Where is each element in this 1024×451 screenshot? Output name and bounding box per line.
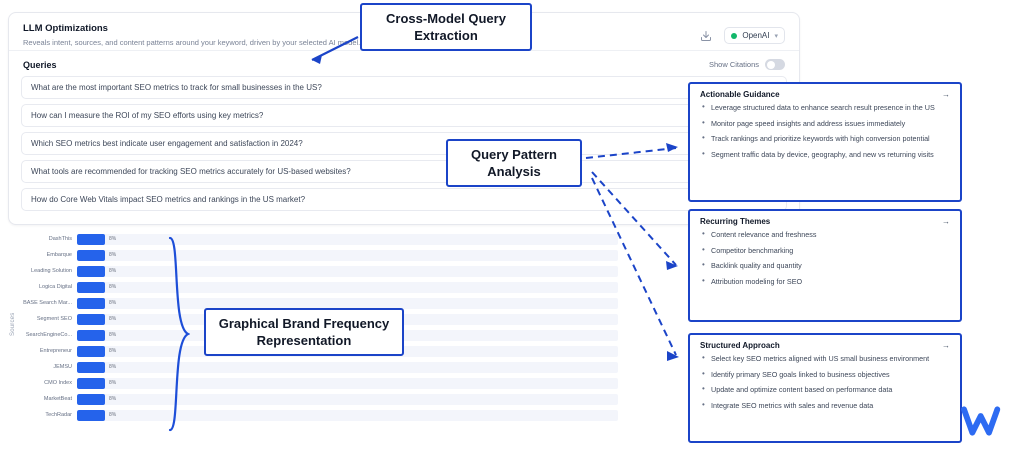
list-item: • Update and optimize content based on performance data: [711, 385, 950, 396]
chart-bar: [77, 362, 105, 373]
model-selector[interactable]: [724, 27, 785, 44]
chart-bar-row[interactable]: [20, 408, 618, 422]
recurring-themes-header: [700, 217, 950, 226]
chart-bar-value: 8%: [109, 379, 117, 386]
chart-bar: [77, 410, 105, 421]
chart-bar: [77, 314, 105, 325]
page-subtitle: Reveals intent, sources, and content patterns around your keyword, driven by your selected AI model.: [23, 38, 361, 47]
chart-bar-track: [77, 394, 618, 405]
list-item: • Segment traffic data by device, geography, and new vs returning visits: [711, 150, 950, 161]
chart-bar: [77, 330, 105, 341]
structured-approach-card[interactable]: [688, 333, 962, 443]
chart-bar: [77, 378, 105, 389]
chart-bar-value: 8%: [109, 267, 117, 274]
list-item: • Track rankings and prioritize keywords with high conversion potential: [711, 134, 950, 145]
chart-bar: [77, 298, 105, 309]
list-item: • Leverage structured data to enhance search result presence in the US: [711, 103, 950, 114]
annotation-query-pattern: Query Pattern Analysis: [446, 139, 582, 187]
list-item: • Identify primary SEO goals linked to business objectives: [711, 370, 950, 381]
chart-bar: [77, 266, 105, 277]
list-item[interactable]: Which SEO metrics best indicate user engagement and satisfaction in 2024?: [21, 132, 787, 155]
chart-category-label: Segment SEO: [36, 316, 72, 322]
list-item[interactable]: How do Core Web Vitals impact SEO metrics and rankings in the US market?: [21, 188, 787, 211]
chart-bar: [77, 250, 105, 261]
download-icon[interactable]: [698, 28, 714, 44]
chart-bar-value: 8%: [109, 395, 117, 402]
recurring-themes-title: Recurring Themes: [700, 217, 771, 226]
chart-bar-row[interactable]: [20, 280, 618, 294]
chart-y-axis-label: Sources: [10, 312, 16, 336]
chart-category-label: MarketBeat: [43, 396, 72, 402]
chart-category-label: Entrepreneur: [39, 348, 72, 354]
queries-bar: [9, 51, 799, 76]
structured-approach-title: Structured Approach: [700, 341, 780, 350]
structured-approach-list: [700, 354, 950, 411]
list-item: • Competitor benchmarking: [711, 246, 950, 257]
chart-bar-value: 8%: [109, 411, 117, 418]
list-item[interactable]: How can I measure the ROI of my SEO efforts using key metrics?: [21, 104, 787, 127]
actionable-guidance-card[interactable]: [688, 82, 962, 202]
chart-bar-value: 8%: [109, 331, 117, 338]
status-dot-icon: [731, 33, 737, 39]
show-citations-label: Show Citations: [708, 60, 759, 69]
chart-bar-row[interactable]: [20, 376, 618, 390]
recurring-themes-card[interactable]: [688, 209, 962, 322]
annotation-graphical-brand: Graphical Brand Frequency Representation: [204, 308, 404, 356]
chart-bar-track: [77, 362, 618, 373]
brace-decoration: [168, 236, 190, 432]
chart-bar-row[interactable]: [20, 232, 618, 246]
chart-bar-track: [77, 234, 618, 245]
list-item: • Content relevance and freshness: [711, 230, 950, 241]
arrow-right-icon[interactable]: →: [942, 217, 950, 226]
chart-bar-value: 8%: [109, 315, 117, 322]
chart-category-label: BASE Search Mar...: [23, 300, 72, 306]
header-actions: [698, 27, 785, 44]
chart-bar-value: 8%: [109, 251, 117, 258]
chart-bar-track: [77, 282, 618, 293]
page-title: LLM Optimizations: [23, 23, 108, 34]
query-list: [9, 76, 799, 224]
chart-bar-track: [77, 266, 618, 277]
chevron-down-icon: ▾: [774, 32, 778, 40]
chart-bar-row[interactable]: [20, 360, 618, 374]
list-item: • Select key SEO metrics aligned with US small business environment: [711, 354, 950, 365]
chart-bar-track: [77, 250, 618, 261]
chart-bar-value: 8%: [109, 235, 117, 242]
chart-category-label: JEMSU: [53, 364, 72, 370]
list-item[interactable]: What tools are recommended for tracking SEO metrics accurately for US-based websites?: [21, 160, 787, 183]
chart-category-label: CMO Index: [44, 380, 72, 386]
chart-bar: [77, 394, 105, 405]
list-item[interactable]: What are the most important SEO metrics to track for small businesses in the US?: [21, 76, 787, 99]
chart-category-label: Leading Solution: [31, 268, 72, 274]
chart-category-label: SearchEngineCo...: [25, 332, 72, 338]
list-item: • Attribution modeling for SEO: [711, 277, 950, 288]
brand-logo-icon: [958, 401, 1010, 441]
actionable-guidance-header: [700, 90, 950, 99]
show-citations-toggle[interactable]: [765, 59, 785, 70]
chart-bar-value: 8%: [109, 347, 117, 354]
chart-category-label: Logica Digital: [38, 284, 72, 290]
arrow-right-icon[interactable]: →: [942, 90, 950, 99]
list-item: • Backlink quality and quantity: [711, 261, 950, 272]
recurring-themes-list: [700, 230, 950, 287]
actionable-guidance-title: Actionable Guidance: [700, 90, 780, 99]
chart-bar: [77, 346, 105, 357]
chart-category-label: DashThis: [48, 236, 72, 242]
chart-category-label: TechRadar: [45, 412, 72, 418]
toggle-knob: [767, 61, 775, 69]
chart-bar-track: [77, 298, 618, 309]
chart-category-label: Embarque: [46, 252, 72, 258]
chart-bar-value: 8%: [109, 283, 117, 290]
chart-bar-value: 8%: [109, 299, 117, 306]
list-item: • Integrate SEO metrics with sales and revenue data: [711, 401, 950, 412]
chart-bar-value: 8%: [109, 363, 117, 370]
structured-approach-header: [700, 341, 950, 350]
show-citations-control[interactable]: [709, 59, 785, 70]
chart-bar-row[interactable]: [20, 264, 618, 278]
list-item: • Monitor page speed insights and address issues immediately: [711, 119, 950, 130]
model-selector-label: OpenAI: [742, 31, 770, 40]
annotation-cross-model: Cross-Model Query Extraction: [360, 3, 532, 51]
actionable-guidance-list: [700, 103, 950, 160]
chart-bar-row[interactable]: [20, 248, 618, 262]
arrow-right-icon[interactable]: →: [942, 341, 950, 350]
queries-heading: Queries: [23, 59, 57, 70]
chart-bar: [77, 282, 105, 293]
chart-bar-track: [77, 410, 618, 421]
chart-bar-track: [77, 378, 618, 389]
chart-bar-row[interactable]: [20, 392, 618, 406]
card-header-text: [23, 23, 360, 48]
chart-bar: [77, 234, 105, 245]
